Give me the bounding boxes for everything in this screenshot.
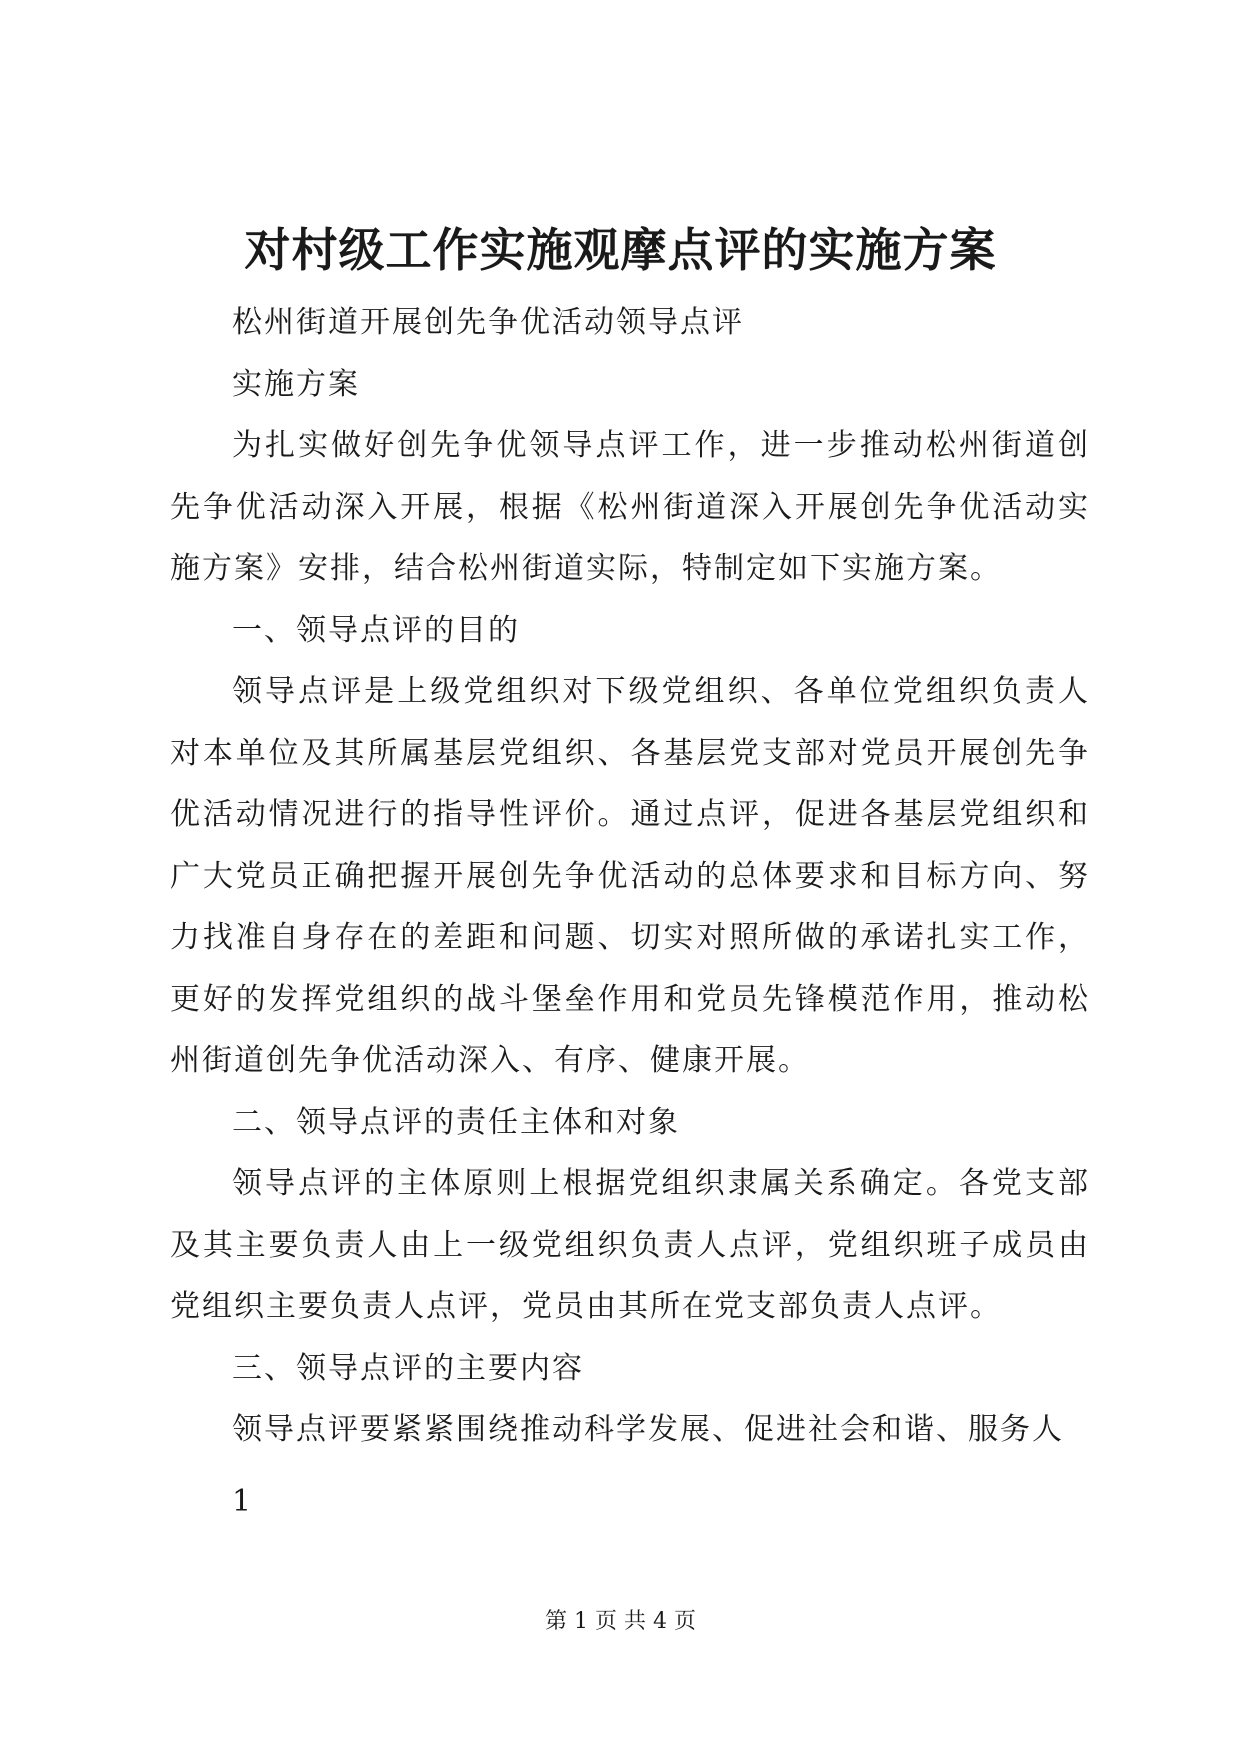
paragraph-subtitle: 松州街道开展创先争优活动领导点评 <box>232 305 744 340</box>
paragraph-responsibility: 领导点评的主体原则上根据党组织隶属关系确定。各党支部及其主要负责人由上一级党组织负责人点评，党组织班子成员由党组织主要负责人点评，党员由其所在党支部负责人点评。 <box>170 1166 1090 1324</box>
document-title: 对村级工作实施观摩点评的实施方案 <box>244 223 997 277</box>
section-heading-2: 二、领导点评的责任主体和对象 <box>232 1104 680 1140</box>
page-footer: 第 1 页 共 4 页 <box>545 1609 696 1634</box>
section-heading-3: 三、领导点评的主要内容 <box>232 1350 584 1386</box>
document-body <box>170 292 1090 1461</box>
page-marker: 1 <box>232 1484 252 1519</box>
section-heading-1: 一、领导点评的目的 <box>232 612 520 648</box>
paragraph-intro: 为扎实做好创先争优领导点评工作，进一步推动松州街道创先争优活动深入开展，根据《松州街道深入开展创先争优活动实施方案》安排，结合松州街道实际，特制定如下实施方案。 <box>170 428 1090 586</box>
paragraph-purpose: 领导点评是上级党组织对下级党组织、各单位党组织负责人对本单位及其所属基层党组织、各基层党支部对党员开展创先争优活动情况进行的指导性评价。通过点评，促进各基层党组织和广大党员正确把握开展创先争优活动的总体要求和目标方向、努力找准自身存在的差距和问题、切实对照所做的承诺扎实工作，更好的发挥党组织的战斗堡垒作用和党员先锋模范作用，推动松州街道创先争优活动深入、有序、健康开展。 <box>170 674 1090 1078</box>
paragraph-content: 领导点评要紧紧围绕推动科学发展、促进社会和谐、服务人 <box>232 1412 1064 1447</box>
paragraph-subtitle-2: 实施方案 <box>232 366 360 402</box>
